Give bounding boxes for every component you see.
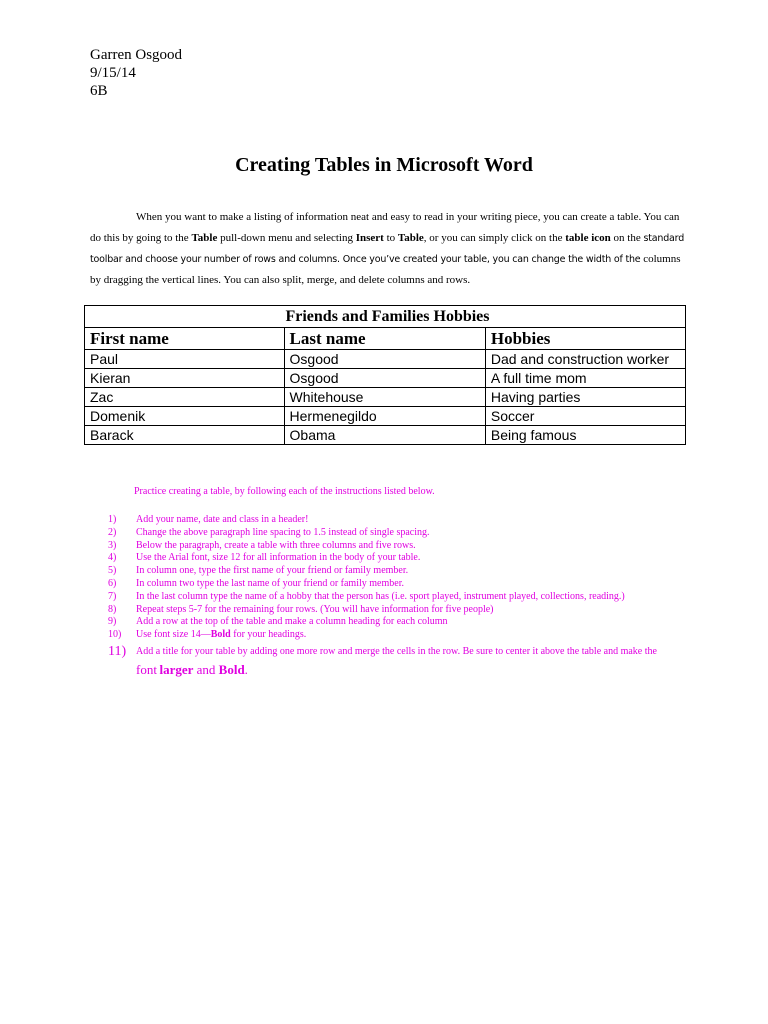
table-cell: Osgood	[284, 350, 485, 369]
table-row	[85, 426, 686, 445]
document-title: Creating Tables in Microsoft Word	[235, 154, 533, 176]
step-number: 4)	[108, 552, 117, 564]
para-table-word: Table	[191, 232, 218, 244]
column-header-hobbies: Hobbies	[485, 328, 685, 350]
header	[90, 46, 182, 100]
hobbies-table	[84, 305, 686, 445]
table-title: Friends and Families Hobbies	[85, 306, 686, 328]
step-text: Add a title for your table by adding one more row and merge the cells in the row. Be sure to center it above the table and make the	[136, 645, 657, 657]
step-text: Below the paragraph, create a table with three columns and five rows.	[136, 539, 416, 551]
list-item	[108, 540, 668, 553]
list-item	[108, 616, 668, 629]
step-text-bold: Bold	[210, 629, 231, 641]
step-text-post: for your headings.	[230, 629, 307, 641]
table-cell: Osgood	[284, 369, 485, 388]
step-end: .	[244, 661, 248, 677]
table-cell: Being famous	[485, 426, 685, 445]
step-text: Use the Arial font, size 12 for all information in the body of your table.	[136, 552, 421, 564]
para-table-icon-word: table icon	[565, 232, 611, 244]
header-class: 6B	[90, 83, 108, 99]
para-text-1: When you want to make a listing of information neat and easy to read in your writing piece, you can create a table. You can do this by going to the	[90, 211, 680, 244]
step-and-word: and	[193, 661, 219, 677]
para-insert-word: Insert	[355, 232, 384, 244]
table-cell: Kieran	[85, 369, 285, 388]
practice-intro: Practice creating a table, by following each of the instructions listed below.	[134, 486, 435, 497]
step-number: 2)	[108, 526, 117, 538]
table-cell: Soccer	[485, 407, 685, 426]
step-number: 6)	[108, 577, 117, 589]
table-cell: Paul	[85, 350, 285, 369]
list-item	[108, 591, 668, 604]
para-text-2: pull-down menu and selecting	[217, 232, 356, 244]
table-row	[85, 407, 686, 426]
list-item	[108, 565, 668, 578]
step-number: 1)	[108, 514, 117, 525]
step-larger-word: larger	[159, 661, 194, 677]
list-item	[108, 629, 668, 642]
step-text-pre: Use font size 14—	[136, 629, 211, 641]
column-header-last-name: Last name	[284, 328, 485, 350]
table-cell: Hermenegildo	[284, 407, 485, 426]
para-text-7: columns by dragging the vertical lines. You can also split, merge, and delete columns and rows.	[90, 253, 681, 286]
step-number: 11)	[108, 643, 127, 659]
header-name: Garren Osgood	[90, 47, 183, 63]
table-header-row	[85, 328, 686, 350]
para-text-6: standard toolbar and choose your number of rows and columns. Once you’ve created your table, you can change the width of the	[90, 233, 685, 265]
column-header-first-name: First name	[85, 328, 285, 350]
list-item	[108, 527, 668, 540]
para-table-word-2: Table	[397, 232, 424, 244]
step-text: In the last column type the name of a hobby that the person has (i.e. sport played, instrument played, collections, reading.)	[136, 590, 625, 602]
step-text: In column two type the last name of your friend or family member.	[136, 577, 404, 589]
step-number: 7)	[108, 590, 117, 602]
instruction-list	[108, 514, 668, 681]
table-cell: Obama	[284, 426, 485, 445]
step-text: Add a row at the top of the table and make a column heading for each column	[136, 616, 448, 628]
step-text: Change the above paragraph line spacing to 1.5 instead of single spacing.	[136, 526, 430, 538]
table-title-row	[85, 306, 686, 328]
table-cell: Zac	[85, 388, 285, 407]
table-cell: A full time mom	[485, 369, 685, 388]
table-cell: Barack	[85, 426, 285, 445]
table-row	[85, 369, 686, 388]
list-item	[108, 578, 668, 591]
step-number: 9)	[108, 616, 117, 628]
step-text: Repeat steps 5-7 for the remaining four rows. (You will have information for five people)	[136, 603, 494, 615]
table-cell: Dad and construction worker	[485, 350, 685, 369]
table-row	[85, 350, 686, 369]
table-row	[85, 388, 686, 407]
para-text-3: to	[383, 232, 398, 244]
step-bold-word: Bold	[218, 661, 245, 677]
list-item	[108, 514, 668, 527]
step-text: Add your name, date and class in a header!	[136, 514, 309, 525]
list-item	[108, 552, 668, 565]
list-item	[108, 643, 668, 681]
table-cell: Whitehouse	[284, 388, 485, 407]
list-item	[108, 604, 668, 617]
intro-paragraph	[90, 207, 688, 291]
step-number: 3)	[108, 539, 117, 551]
step-number: 10)	[108, 629, 122, 641]
table-cell: Having parties	[485, 388, 685, 407]
step-text: In column one, type the first name of your friend or family member.	[136, 565, 409, 577]
para-text-5: on the	[610, 232, 644, 244]
step-number: 8)	[108, 603, 117, 615]
para-text-4: , or you can simply click on the	[423, 232, 566, 244]
header-date: 9/15/14	[90, 65, 136, 81]
table-cell: Domenik	[85, 407, 285, 426]
step-number: 5)	[108, 565, 117, 577]
step-font-word: font	[136, 661, 157, 677]
